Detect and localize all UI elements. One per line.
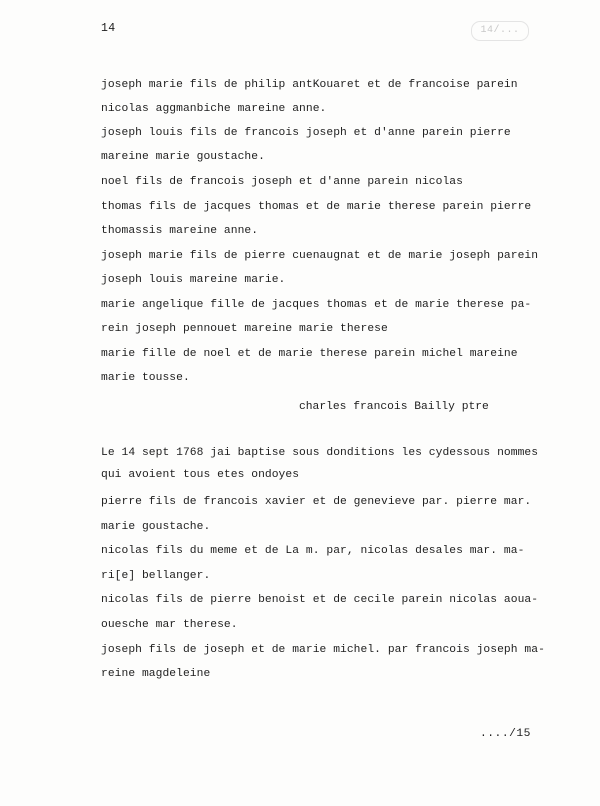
signature: charles francois Bailly ptre <box>299 401 489 413</box>
page-stamp: 14/... <box>471 21 529 41</box>
text-line: pierre fils de francois xavier et de genevieve par. pierre mar. <box>101 496 532 508</box>
text-line: noel fils de francois joseph et d'anne parein nicolas <box>101 176 463 188</box>
text-line: mareine marie goustache. <box>101 151 265 163</box>
text-line: joseph fils de joseph et de marie michel. par francois joseph ma- <box>101 644 545 656</box>
page-number: 14 <box>101 22 116 35</box>
text-line: marie goustache. <box>101 521 211 533</box>
text-line: ouesche mar therese. <box>101 619 238 631</box>
text-line: marie fille de noel et de marie therese parein michel mareine <box>101 348 518 360</box>
text-line: ri[e] bellanger. <box>101 570 211 582</box>
text-line: joseph louis mareine marie. <box>101 274 286 286</box>
text-line: nicolas fils du meme et de La m. par, nicolas desales mar. ma- <box>101 545 525 557</box>
text-line: joseph marie fils de pierre cuenaugnat et de marie joseph parein <box>101 250 539 262</box>
text-line: marie tousse. <box>101 372 190 384</box>
next-page-reference: ..../15 <box>480 728 531 740</box>
text-line: nicolas fils de pierre benoist et de cecile parein nicolas aoua- <box>101 594 539 606</box>
text-line: joseph marie fils de philip antKouaret et de francoise parein <box>101 79 518 91</box>
text-line: thomas fils de jacques thomas et de marie therese parein pierre <box>101 201 532 213</box>
text-line: reine magdeleine <box>101 668 211 680</box>
text-line: thomassis mareine anne. <box>101 225 259 237</box>
text-line: nicolas aggmanbiche mareine anne. <box>101 103 327 115</box>
text-line: rein joseph pennouet mareine marie therese <box>101 323 388 335</box>
text-line: qui avoient tous etes ondoyes <box>101 469 300 481</box>
text-line: Le 14 sept 1768 jai baptise sous donditions les cydessous nommes <box>101 447 539 459</box>
text-line: joseph louis fils de francois joseph et d'anne parein pierre <box>101 127 511 139</box>
text-line: marie angelique fille de jacques thomas et de marie therese pa- <box>101 299 532 311</box>
